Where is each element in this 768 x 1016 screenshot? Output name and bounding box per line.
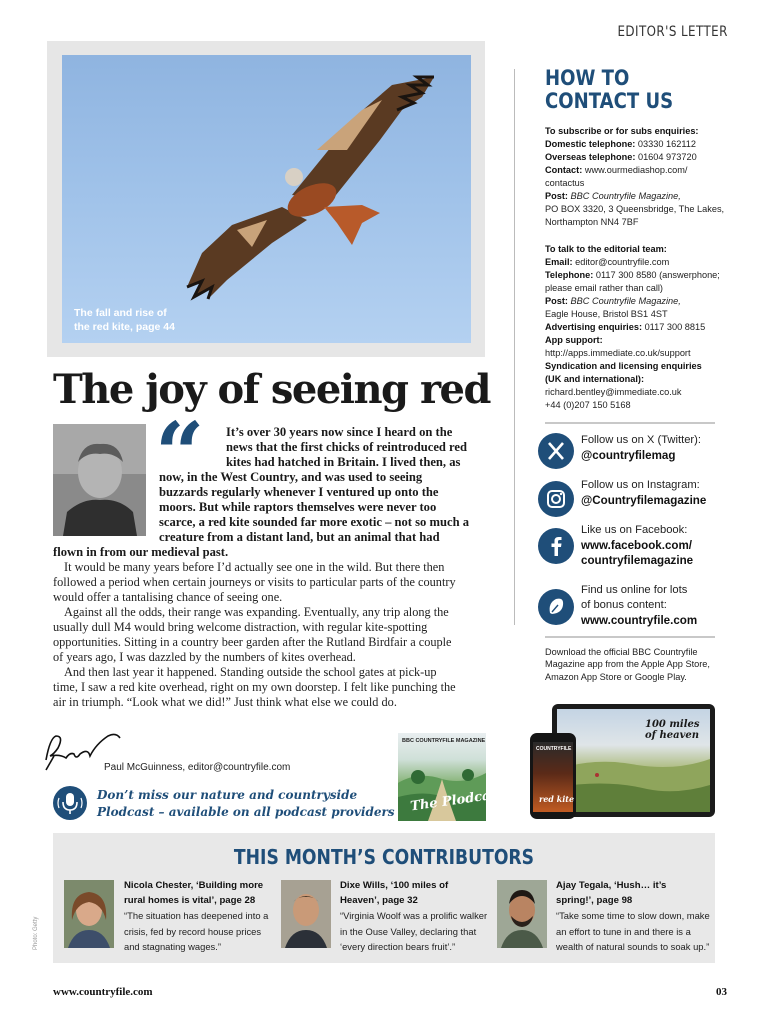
body-line: followed a period when certain journeys or visits to particular parts of the country: [53, 575, 456, 589]
email-label: Email:: [545, 257, 573, 267]
photo-caption: [74, 306, 194, 334]
facebook-link-2[interactable]: countryfilemagazine: [581, 554, 694, 567]
editor-signature-name: Paul McGuinness, editor@countryfile.com: [104, 762, 291, 773]
telephone-value[interactable]: 0117 300 8580 (answerphone;: [595, 270, 720, 280]
contributor-quote: “The situation has deepened into a: [124, 910, 269, 922]
contributor-quote: “Take some time to slow down, make: [556, 910, 710, 922]
instagram-icon[interactable]: [538, 481, 574, 517]
plodcast-promo[interactable]: [97, 787, 395, 821]
body-line: It would be many years before I’d actually see one in the wild. But there then: [64, 560, 445, 574]
plodcast-promo-line2: Plodcast – available on all podcast providers: [97, 805, 395, 819]
contributor-name: spring!’, page 98: [556, 895, 633, 907]
facebook-link-1[interactable]: www.facebook.com/: [581, 539, 693, 552]
contributor-name: Heaven’, page 32: [340, 895, 418, 907]
intro-line: kites had hatched in Britain. I lived then, as: [226, 455, 461, 469]
body-line: Against all the odds, their range was expanding. Eventually, any trip along the: [64, 605, 449, 619]
facebook-text: Like us on Facebook:: [581, 524, 688, 536]
intro-line: flown in from our medieval past.: [53, 545, 229, 559]
post-value: BBC Countryfile Magazine,: [570, 191, 681, 201]
social-divider: [545, 636, 715, 638]
photo-caption-line2: the red kite, page 44: [74, 321, 175, 333]
intro-line: creature from a distant land, but an animal that had: [159, 530, 440, 544]
x-twitter-handle[interactable]: @countryfilemag: [581, 449, 676, 462]
syndication-label-1: Syndication and licensing enquiries: [545, 361, 702, 371]
contributor-name: Dixe Wills, ‘100 miles of: [340, 880, 449, 891]
post-address-1: PO BOX 3320, 3 Queensbridge, The Lakes,: [545, 204, 725, 214]
contributor-quote: ‘every direction bears fruit’.”: [340, 940, 456, 952]
app-text-line3: Amazon App Store or Google Play.: [545, 671, 687, 682]
contributor-photo-dixe: [281, 880, 331, 948]
article-headline: The joy of seeing red: [53, 366, 490, 413]
body-line: opportunities. Sitting in a country beer garden after the Rutland Birdfair a couple: [53, 635, 452, 649]
section-label: EDITOR'S LETTER: [617, 24, 728, 40]
tablet-screen: [557, 709, 710, 812]
column-divider: [514, 69, 515, 625]
website-text-2: of bonus content:: [581, 599, 667, 611]
contributor-photo-ajay: [497, 880, 547, 948]
plodcast-cover-art[interactable]: [398, 733, 505, 821]
website-text-1: Find us online for lots: [581, 584, 688, 596]
red-kite-photo: [62, 55, 471, 343]
app-support-label: App support:: [545, 335, 603, 345]
contributor-ajay: [556, 878, 710, 954]
microphone-icon: [53, 786, 87, 820]
contributor-quote: an effort to tune in and there is a: [556, 925, 691, 937]
contributor-quote: in the Ouse Valley, declaring that: [340, 925, 477, 937]
intro-line: news that the first chicks of reintroduced red: [226, 440, 468, 454]
photo-credit: Photo: Getty: [33, 916, 39, 950]
contact-label: Contact:: [545, 165, 583, 175]
ads-label: Advertising enquiries:: [545, 322, 642, 332]
contributor-quote: “Virginia Woolf was a prolific walker: [340, 910, 488, 922]
app-download-text: [545, 646, 710, 683]
body-line: of years ago, I was dazzled by the numbers of kites overhead.: [53, 650, 356, 664]
contributor-photo-nicola: [64, 880, 114, 948]
x-twitter-icon[interactable]: [538, 433, 574, 469]
contributor-name: rural homes is vital’, page 28: [124, 895, 256, 907]
post2-value: BBC Countryfile Magazine,: [570, 296, 681, 306]
website-icon[interactable]: [538, 589, 574, 625]
intro-line: now, in the West Country, and was used to seeing: [159, 470, 423, 484]
contributor-quote: and stagnating wages.”: [124, 940, 221, 952]
editor-portrait-illustration: [53, 424, 146, 536]
post-label: Post:: [545, 191, 568, 201]
contact-divider: [545, 422, 715, 424]
email-link[interactable]: editor@countryfile.com: [575, 257, 670, 267]
domestic-phone[interactable]: 03330 162112: [637, 139, 696, 149]
intro-line: buzzards regularly whenever I ventured up onto the: [159, 485, 439, 499]
contact-link-cont[interactable]: contactus: [545, 178, 585, 188]
post-address-2: Northampton NN4 7BF: [545, 217, 639, 227]
plodcast-promo-line1: Don’t miss our nature and countryside: [97, 788, 358, 802]
body-line: time, I saw a red kite overhead, right on my own doorstep. I felt like punching the: [53, 680, 456, 694]
instagram-handle[interactable]: @Countryfilemagazine: [581, 494, 707, 507]
syndication-email[interactable]: richard.bentley@immediate.co.uk: [545, 387, 682, 397]
subs-header: To subscribe or for subs enquiries:: [545, 126, 699, 136]
page-number: 03: [716, 986, 727, 998]
phone-screen: [533, 742, 573, 812]
tablet-cover-headline: [645, 719, 700, 741]
x-twitter-block: [581, 433, 701, 463]
tablet-cover-line1: 100 miles: [645, 719, 700, 730]
contributors-title: THIS MONTH’S CONTRIBUTORS: [233, 845, 535, 869]
post2-label: Post:: [545, 296, 568, 306]
plodcast-art-title: The Plodcast: [409, 786, 505, 815]
contact-link[interactable]: www.ourmediashop.com/: [584, 165, 688, 175]
contributor-dixe: [340, 878, 487, 954]
contributor-nicola: [124, 878, 268, 954]
domestic-label: Domestic telephone:: [545, 139, 636, 149]
editorial-header: To talk to the editorial team:: [545, 244, 667, 254]
facebook-block: [581, 523, 693, 568]
tablet-cover-line2: of heaven: [645, 730, 700, 741]
editor-portrait: [53, 424, 146, 536]
footer-url[interactable]: www.countryfile.com: [53, 986, 153, 998]
contributor-quote: crisis, fed by record house prices: [124, 925, 262, 937]
plodcast-art-brand: BBC COUNTRYFILE MAGAZINE: [402, 738, 486, 744]
x-twitter-text: Follow us on X (Twitter):: [581, 434, 701, 446]
body-line: would offer a tantalising chance of seeing one.: [53, 590, 283, 604]
contributor-name: Nicola Chester, ‘Building more: [124, 880, 264, 891]
ads-phone[interactable]: 0117 300 8815: [644, 322, 706, 332]
body-line: air in triumph. “Look what we did!” Just think what else we could do.: [53, 695, 397, 709]
instagram-text: Follow us on Instagram:: [581, 479, 700, 491]
phone-cover-brand: COUNTRYFILE: [536, 746, 572, 752]
overseas-phone[interactable]: 01604 973720: [637, 152, 697, 162]
post2-address: Eagle House, Bristol BS1 4ST: [545, 309, 668, 319]
syndication-label-2: (UK and international):: [545, 374, 645, 384]
website-block: [581, 583, 697, 628]
facebook-icon[interactable]: [538, 528, 574, 564]
contributor-quote: wealth of natural sounds to soak up.”: [556, 940, 710, 952]
app-support-link[interactable]: http://apps.immediate.co.uk/support: [545, 348, 691, 358]
telephone-label: Telephone:: [545, 270, 594, 280]
red-kite-bird-illustration: [62, 55, 471, 343]
syndication-phone[interactable]: +44 (0)207 150 5168: [545, 400, 631, 410]
website-link[interactable]: www.countryfile.com: [581, 614, 698, 627]
body-line: And then last year it happened. Standing outside the school gates at pick-up: [64, 665, 437, 679]
telephone-note: please email rather than call): [545, 283, 663, 293]
intro-line: scarce, a red kite sounded far more exotic – not so much a: [159, 515, 470, 529]
photo-caption-line1: The fall and rise of: [74, 307, 167, 319]
overseas-label: Overseas telephone:: [545, 152, 636, 162]
intro-line: moors. But while raptors themselves were never too: [159, 500, 437, 514]
app-text-line1: Download the official BBC Countryfile: [545, 647, 698, 657]
contact-title: [545, 67, 673, 113]
intro-line: It’s over 30 years now since I heard on the: [226, 425, 453, 439]
contact-title-line1: HOW TO: [545, 66, 630, 90]
contributor-name: Ajay Tegala, ‘Hush… it’s: [556, 880, 667, 891]
contact-title-line2: CONTACT US: [545, 89, 674, 113]
phone-cover-title: red kite: [539, 794, 575, 804]
quote-mark-icon: “: [155, 404, 205, 505]
body-line: usually dull M4 would bring welcome distraction, with regular kite-spotting: [53, 620, 428, 634]
instagram-block: [581, 478, 706, 508]
app-text-line2: Magazine app from the Apple App Store,: [545, 659, 710, 670]
